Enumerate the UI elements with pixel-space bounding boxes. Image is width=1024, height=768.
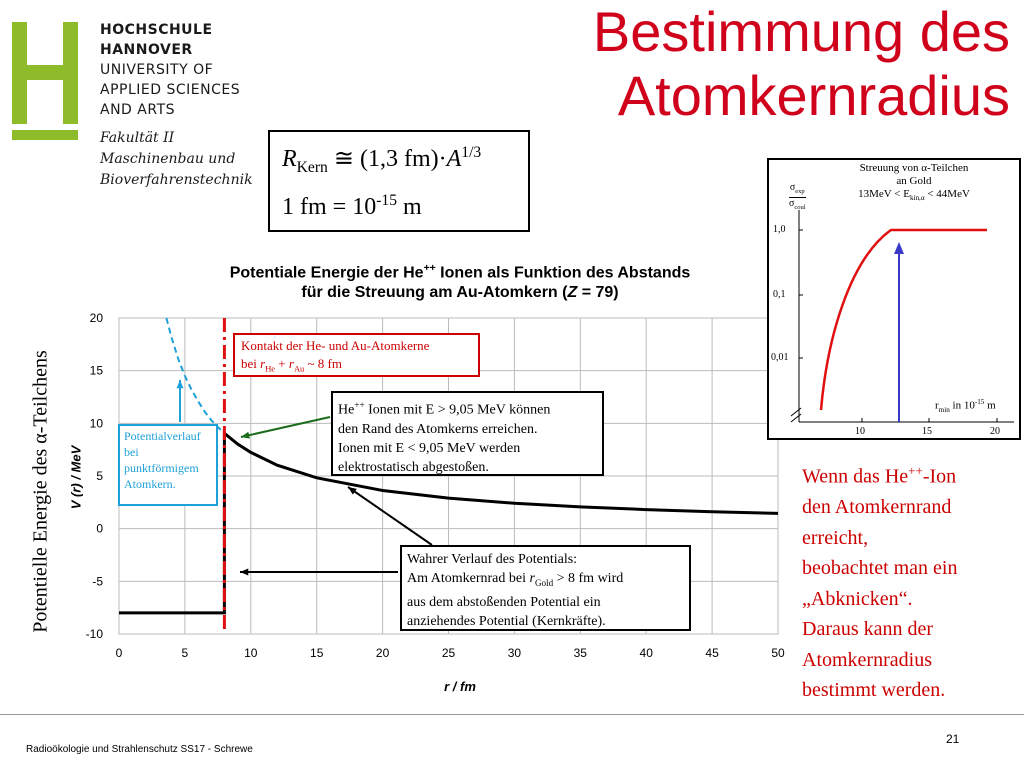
y-tick-label: 15 [89, 363, 103, 378]
contact-sub2: Au [293, 363, 305, 374]
true-line-2sub: Gold [534, 577, 554, 588]
point-line-4: Atomkern. [124, 477, 176, 491]
y-tick-label: 0 [96, 521, 103, 536]
expl-l1a: Wenn das He [802, 465, 909, 488]
inset-range-a: 13MeV < E [858, 188, 910, 200]
expl-l8: bestimmt werden. [802, 679, 946, 702]
true-line-4: anziehendes Potential (Kernkräfte). [407, 613, 606, 629]
he-line-4: elektrostatisch abgestoßen. [338, 459, 489, 475]
inset-xtick-2: 15 [922, 426, 932, 437]
chart-title-sup: ++ [423, 263, 436, 274]
formula-r: R [282, 146, 297, 172]
explanation-text [802, 456, 1022, 706]
inset-ytick-1: 1,0 [773, 224, 786, 235]
inset-xlabel-c: m [984, 399, 996, 412]
true-line-2a: Am Atomkernrad bei [407, 571, 530, 586]
inset-range-b: < 44MeV [924, 188, 970, 200]
inset-xlabel-a: r [935, 399, 939, 412]
true-line-1: Wahrer Verlauf des Potentials: [407, 552, 578, 567]
logo-line-3: UNIVERSITY OF [100, 62, 214, 78]
chart-title-a: Potentiale Energie der He [229, 264, 424, 282]
arrow-to-dashed-curve-head [176, 380, 183, 388]
inset-xtick-1: 10 [855, 426, 865, 437]
contact-line-2a: bei [241, 356, 261, 371]
true-line-2r: r [529, 571, 535, 586]
inset-xtick-3: 20 [990, 426, 1000, 437]
true-line-2b: > 8 fm wird [553, 571, 624, 586]
inset-chart [767, 158, 1021, 440]
x-tick-label: 30 [507, 646, 522, 660]
footer-text: Radioökologie und Strahlenschutz SS17 - Schrewe [26, 744, 253, 755]
inset-curve [821, 230, 987, 410]
point-nucleus-annotation [118, 424, 218, 506]
inset-title-1: Streuung von α-Teilchen [859, 162, 969, 174]
chart-title-b: Ionen als Funktion des Abstands [435, 264, 691, 282]
faculty-line-1: Fakultät II [100, 130, 175, 146]
fm-unit: m [397, 194, 422, 220]
x-tick-label: 25 [441, 646, 456, 660]
inset-ytick-3: 0,01 [771, 352, 789, 363]
footer-rule [0, 714, 1024, 715]
inset-range-sub: kin,α [909, 194, 925, 203]
inset-xlabel [935, 398, 996, 414]
y-tick-label: 10 [89, 416, 103, 431]
contact-line-2b: ~ 8 fm [304, 356, 342, 371]
he-line-1-sup: ++ [354, 400, 365, 410]
side-label: Potentielle Energie des α-Teilchens [29, 350, 52, 633]
inset-xlabel-exp: -15 [974, 398, 985, 406]
expl-l3: erreicht, [802, 526, 869, 549]
inset-ratio-bot-sub: coul [794, 204, 806, 211]
contact-plus: + [275, 356, 289, 371]
expl-l1b: -Ion [922, 465, 957, 488]
faculty-line-3: Bioverfahrenstechnik [100, 172, 253, 188]
inset-xlabel-b: in 10 [949, 399, 975, 412]
expl-l7: Atomkernradius [802, 648, 932, 671]
logo-line-1: HOCHSCHULE [100, 22, 213, 38]
he-line-1b: Ionen mit E > 9,05 MeV können [364, 402, 551, 418]
expl-l4: beobachtet man ein [802, 557, 958, 580]
chart-title-d: = 79) [577, 284, 619, 302]
inset-xlabel-sub: min [938, 405, 950, 414]
x-tick-label: 40 [639, 646, 653, 660]
true-line-3: aus dem abstoßenden Potential ein [407, 594, 601, 610]
energy-threshold-annotation [331, 391, 604, 476]
expl-l5: „Abknicken“. [802, 587, 913, 610]
x-tick-label: 5 [181, 646, 189, 660]
inset-ratio-top-sub: exp [795, 188, 805, 195]
inset-ytick-2: 0,1 [773, 289, 786, 300]
fm-definition: 1 fm = 10 [282, 194, 377, 220]
fm-exp: -15 [376, 192, 397, 209]
contact-r2: r [288, 356, 294, 371]
inset-ratio-top: σ [789, 182, 796, 193]
x-tick-label: 50 [771, 646, 785, 660]
arrow-to-curve-head [348, 487, 357, 495]
page-number: 21 [946, 732, 960, 746]
formula-r-sub: Kern [296, 158, 328, 176]
x-tick-label: 15 [310, 646, 324, 660]
y-tick-label: -10 [85, 627, 103, 641]
series-line-dashed-blue [166, 318, 224, 433]
logo-line-2: HANNOVER [100, 42, 193, 58]
contact-r1: r [260, 356, 266, 371]
faculty-line-2: Maschinenbau und [100, 151, 236, 167]
inset-plot [769, 160, 1019, 438]
expl-l1-sup: ++ [908, 463, 923, 478]
chart-title-z: Z [567, 284, 578, 302]
expl-l2: den Atomkernrand [802, 496, 952, 519]
he-line-3: Ionen mit E < 9,05 MeV werden [338, 440, 521, 456]
inset-ratio-bot: σ [789, 198, 795, 209]
he-line-1a: He [338, 402, 355, 418]
arrow-to-well-head [240, 568, 248, 575]
expl-l6: Daraus kann der [802, 618, 934, 641]
point-line-1: Potentialverlauf [124, 429, 201, 443]
logo-line-5: AND ARTS [100, 102, 176, 118]
title-line-1: Bestimmung des [592, 0, 1010, 63]
formula-relation: ≅ (1,3 fm)· [327, 146, 447, 172]
x-tick-label: 35 [573, 646, 587, 660]
true-potential-annotation [400, 545, 691, 631]
logo-line-4: APPLIED SCIENCES [100, 82, 241, 98]
formula-a: A [446, 146, 462, 172]
contact-sub1: He [265, 363, 276, 374]
y-tick-label: 20 [89, 311, 103, 325]
x-tick-label: 20 [375, 646, 390, 660]
x-tick-label: 10 [244, 646, 258, 660]
chart-xlabel: r / fm [444, 679, 476, 694]
inset-title-2: an Gold [896, 175, 932, 187]
y-tick-label: -5 [92, 574, 103, 589]
point-line-2: bei [124, 445, 139, 459]
title-line-2: Atomkernradius [617, 64, 1010, 127]
y-tick-label: 5 [96, 469, 103, 483]
point-line-3: punktförmigem [124, 461, 199, 475]
he-line-2: den Rand des Atomkerns erreichen. [338, 421, 538, 437]
x-tick-label: 0 [115, 646, 123, 660]
chart-title-c: für die Streuung am Au-Atomkern ( [301, 284, 568, 302]
chart-ylabel: V (r) / MeV [68, 445, 84, 510]
contact-line-1: Kontakt der He- und Au-Atomkerne [241, 338, 430, 353]
formula-a-exp: 1/3 [461, 144, 482, 161]
contact-annotation [233, 333, 480, 377]
x-tick-label: 45 [705, 646, 719, 660]
